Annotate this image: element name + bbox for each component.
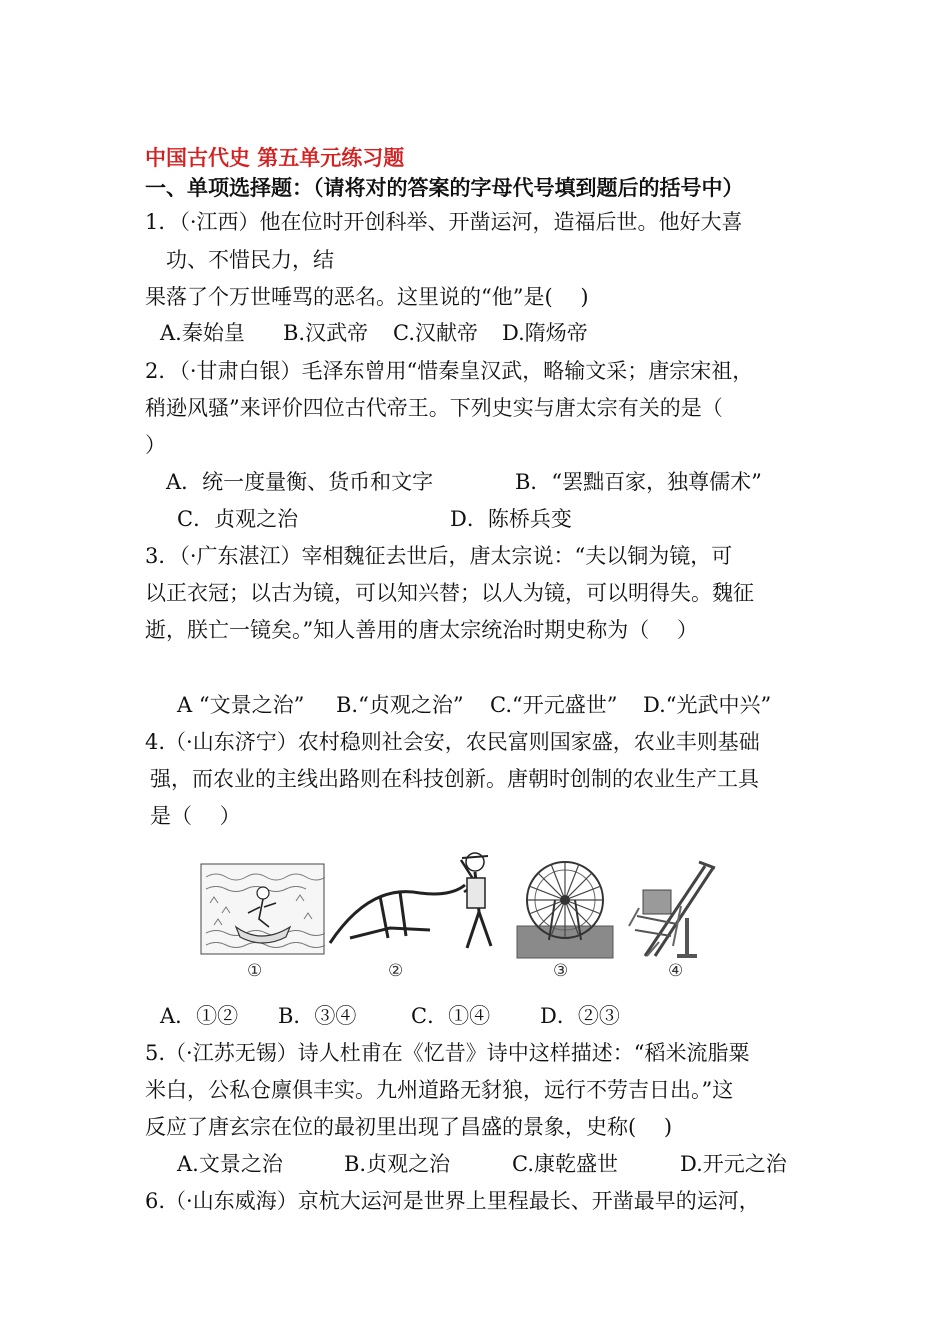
question-3-option-a: A “文景之治” [177,693,305,717]
question-3-option-b: B.“贞观之治” [336,693,464,717]
question-1-option-b: B.汉武帝 [283,321,369,345]
question-4-line-3: 是（ ） [150,804,241,828]
water-wheel-illustration [515,856,615,960]
question-1-line-3: 果落了个万世唾骂的恶名。这里说的“他”是( ) [145,285,589,309]
question-3-option-d: D.“光武中兴” [643,693,772,717]
question-2-line-1: 2．（·甘肃白银）毛泽东曾用“惜秦皇汉武，略输文采；唐宗宋祖， [145,359,754,383]
question-4-option-b: B．③④ [278,1004,357,1028]
question-5-option-b: B.贞观之治 [344,1152,451,1176]
figure-label-3: ③ [553,961,569,981]
page-title: 中国古代史 第五单元练习题 [145,145,405,170]
question-4-option-a: A．①② [160,1004,239,1028]
figure-label-1: ① [247,961,263,981]
question-5-option-d: D.开元之治 [680,1152,787,1176]
question-6-line-1: 6.（·山东威海）京杭大运河是世界上里程最长、开凿最早的运河， [145,1189,760,1213]
question-3-option-c: C.“开元盛世” [490,693,618,717]
question-2-line-2: 稍逊风骚”来评价四位古代帝王。下列史实与唐太宗有关的是（ [145,396,723,420]
question-2-option-c: C．贞观之治 [177,507,299,531]
question-3-line-3: 逝，朕亡一镜矣。”知人善用的唐太宗统治时期史称为（ ） [145,618,698,642]
question-5-option-a: A.文景之治 [177,1152,283,1176]
question-1-option-d: D.隋炀帝 [502,321,588,345]
question-4-option-d: D．②③ [540,1004,620,1028]
question-1-option-a: A.秦始皇 [160,321,245,345]
curved-plough-illustration [320,848,520,958]
question-2-option-b: B．“罢黜百家，独尊儒术” [515,470,762,494]
section-heading: 一、单项选择题：（请将对的答案的字母代号填到题后的括号中） [145,175,744,200]
farm-tools-figure [195,848,735,988]
figure-label-2: ② [388,961,404,981]
question-4-line-1: 4.（·山东济宁）农村稳则社会安，农民富则国家盛，农业丰则基础 [145,730,760,754]
question-3-line-1: 3．（·广东湛江）宰相魏征去世后，唐太宗说：“夫以铜为镜，可 [145,544,733,568]
dragon-backbone-pump-illustration [625,856,720,966]
field-scene-illustration [200,863,325,955]
question-5-line-2: 米白，公私仓廪俱丰实。九州道路无豺狼，远行不劳吉日出。”这 [145,1078,734,1102]
question-2-option-a: A．统一度量衡、货币和文字 [166,470,434,494]
question-4-line-2: 强，而农业的主线出路则在科技创新。唐朝时创制的农业生产工具 [150,767,759,791]
question-5-line-3: 反应了唐玄宗在位的最初里出现了昌盛的景象，史称( ) [145,1115,673,1139]
question-2-option-d: D．陈桥兵变 [450,507,572,531]
question-3-line-2: 以正衣冠；以古为镜，可以知兴替；以人为镜，可以明得失。魏征 [145,581,754,605]
question-1-line-1: 1．（·江西）他在位时开创科举、开凿运河，造福后世。他好大喜 [145,210,743,234]
question-1-line-2: 功、不惜民力，结 [145,248,334,272]
question-4-option-c: C．①④ [411,1004,491,1028]
question-2-line-3: ） [145,433,166,457]
question-5-option-c: C.康乾盛世 [512,1152,618,1176]
question-5-line-1: 5.（·江苏无锡）诗人杜甫在《忆昔》诗中这样描述：“稻米流脂粟 [145,1041,750,1065]
question-1-option-c: C.汉献帝 [393,321,478,345]
figure-label-4: ④ [668,961,684,981]
